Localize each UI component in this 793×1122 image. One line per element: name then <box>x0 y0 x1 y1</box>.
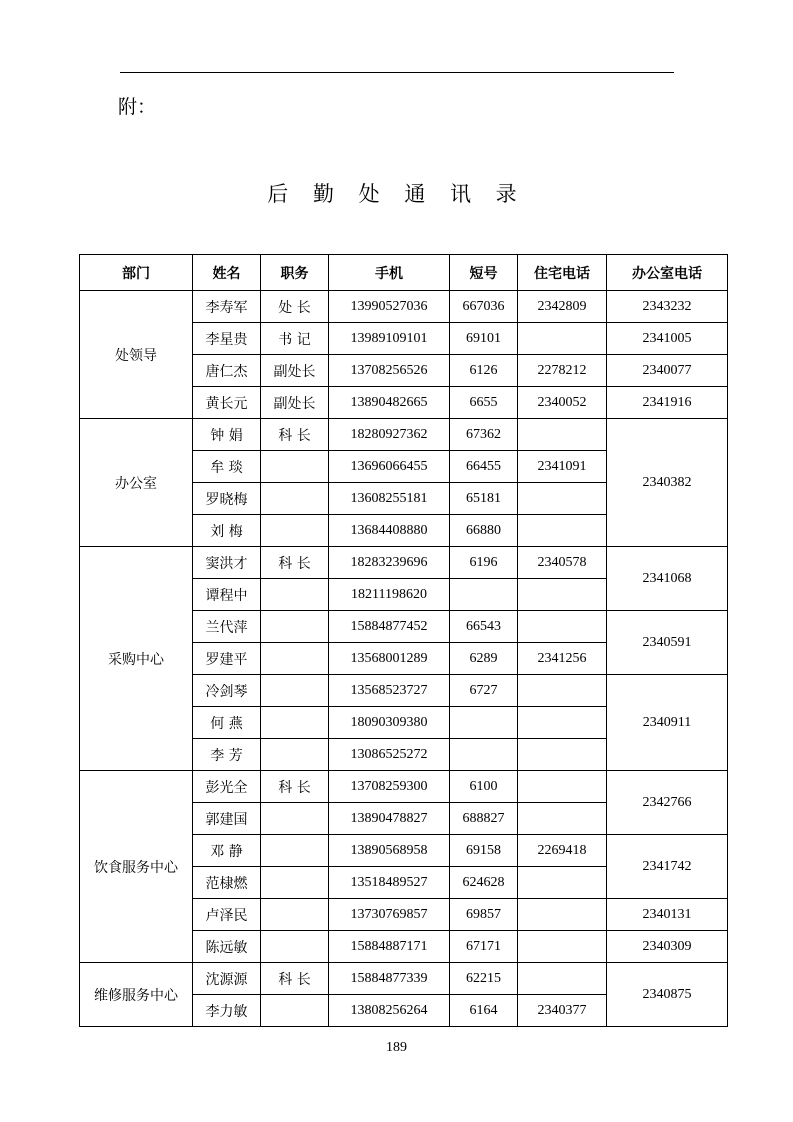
office-phone-cell: 2342766 <box>607 771 728 835</box>
mobile-cell: 18090309380 <box>329 707 450 739</box>
office-phone-cell: 2340382 <box>607 419 728 547</box>
name-cell: 黄长元 <box>193 387 261 419</box>
name-cell: 兰代萍 <box>193 611 261 643</box>
mobile-cell: 13890482665 <box>329 387 450 419</box>
name-cell: 冷剑琴 <box>193 675 261 707</box>
office-phone-cell: 2341742 <box>607 835 728 899</box>
home-phone-cell: 2340377 <box>518 995 607 1027</box>
col-header-home-phone: 住宅电话 <box>518 255 607 291</box>
title-cell: 处 长 <box>261 291 329 323</box>
short-cell <box>450 579 518 611</box>
office-phone-cell: 2341916 <box>607 387 728 419</box>
col-header-short: 短号 <box>450 255 518 291</box>
name-cell: 钟 娟 <box>193 419 261 451</box>
mobile-cell: 15884877339 <box>329 963 450 995</box>
home-phone-cell <box>518 579 607 611</box>
home-phone-cell <box>518 707 607 739</box>
name-cell: 刘 梅 <box>193 515 261 547</box>
home-phone-cell: 2340052 <box>518 387 607 419</box>
page-title: 后 勤 处 通 讯 录 <box>267 182 526 206</box>
short-cell: 6727 <box>450 675 518 707</box>
name-cell: 窦洪才 <box>193 547 261 579</box>
mobile-cell: 13608255181 <box>329 483 450 515</box>
title-cell: 科 长 <box>261 547 329 579</box>
title-cell <box>261 579 329 611</box>
name-cell: 罗晓梅 <box>193 483 261 515</box>
home-phone-cell: 2278212 <box>518 355 607 387</box>
title-cell: 书 记 <box>261 323 329 355</box>
name-cell: 何 燕 <box>193 707 261 739</box>
office-phone-cell: 2343232 <box>607 291 728 323</box>
mobile-cell: 18280927362 <box>329 419 450 451</box>
title-cell <box>261 995 329 1027</box>
col-header-dept: 部门 <box>80 255 193 291</box>
home-phone-cell: 2342809 <box>518 291 607 323</box>
short-cell: 688827 <box>450 803 518 835</box>
dept-cell: 办公室 <box>80 419 193 547</box>
title-cell <box>261 451 329 483</box>
mobile-cell: 15884877452 <box>329 611 450 643</box>
mobile-cell: 13730769857 <box>329 899 450 931</box>
short-cell <box>450 739 518 771</box>
title-cell <box>261 643 329 675</box>
mobile-cell: 13568001289 <box>329 643 450 675</box>
home-phone-cell <box>518 963 607 995</box>
mobile-cell: 13708256526 <box>329 355 450 387</box>
office-phone-cell: 2340911 <box>607 675 728 771</box>
office-phone-cell: 2340077 <box>607 355 728 387</box>
short-cell: 69101 <box>450 323 518 355</box>
name-cell: 卢泽民 <box>193 899 261 931</box>
short-cell: 6196 <box>450 547 518 579</box>
contact-directory-table <box>79 254 728 1027</box>
mobile-cell: 13568523727 <box>329 675 450 707</box>
mobile-cell: 13990527036 <box>329 291 450 323</box>
table-header-row <box>80 255 728 291</box>
page-number: 189 <box>386 1040 407 1055</box>
home-phone-cell <box>518 899 607 931</box>
title-cell <box>261 675 329 707</box>
mobile-cell: 18211198620 <box>329 579 450 611</box>
home-phone-cell: 2269418 <box>518 835 607 867</box>
home-phone-cell <box>518 323 607 355</box>
dept-cell: 维修服务中心 <box>80 963 193 1027</box>
mobile-cell: 13890568958 <box>329 835 450 867</box>
short-cell: 62215 <box>450 963 518 995</box>
mobile-cell: 15884887171 <box>329 931 450 963</box>
mobile-cell: 18283239696 <box>329 547 450 579</box>
short-cell: 67171 <box>450 931 518 963</box>
short-cell: 6655 <box>450 387 518 419</box>
short-cell: 6164 <box>450 995 518 1027</box>
title-cell <box>261 803 329 835</box>
home-phone-cell <box>518 483 607 515</box>
name-cell: 李寿军 <box>193 291 261 323</box>
mobile-cell: 13696066455 <box>329 451 450 483</box>
short-cell: 66880 <box>450 515 518 547</box>
home-phone-cell <box>518 931 607 963</box>
dept-cell: 饮食服务中心 <box>80 771 193 963</box>
name-cell: 郭建国 <box>193 803 261 835</box>
table-row <box>80 547 728 579</box>
office-phone-cell: 2341068 <box>607 547 728 611</box>
title-cell <box>261 867 329 899</box>
short-cell: 69158 <box>450 835 518 867</box>
name-cell: 李力敏 <box>193 995 261 1027</box>
name-cell: 彭光全 <box>193 771 261 803</box>
home-phone-cell <box>518 803 607 835</box>
name-cell: 谭程中 <box>193 579 261 611</box>
mobile-cell: 13708259300 <box>329 771 450 803</box>
table-row <box>80 963 728 995</box>
mobile-cell: 13518489527 <box>329 867 450 899</box>
title-cell: 科 长 <box>261 771 329 803</box>
col-header-office-phone: 办公室电话 <box>607 255 728 291</box>
office-phone-cell: 2340131 <box>607 899 728 931</box>
mobile-cell: 13808256264 <box>329 995 450 1027</box>
table-row <box>80 419 728 451</box>
short-cell <box>450 707 518 739</box>
office-phone-cell: 2341005 <box>607 323 728 355</box>
col-header-title: 职务 <box>261 255 329 291</box>
title-cell: 科 长 <box>261 963 329 995</box>
title-cell <box>261 515 329 547</box>
short-cell: 65181 <box>450 483 518 515</box>
header-rule <box>120 72 674 73</box>
name-cell: 陈远敏 <box>193 931 261 963</box>
name-cell: 李星贵 <box>193 323 261 355</box>
name-cell: 邓 静 <box>193 835 261 867</box>
short-cell: 6289 <box>450 643 518 675</box>
name-cell: 范棣燃 <box>193 867 261 899</box>
home-phone-cell <box>518 675 607 707</box>
short-cell: 667036 <box>450 291 518 323</box>
title-cell: 副处长 <box>261 387 329 419</box>
title-cell <box>261 707 329 739</box>
mobile-cell: 13684408880 <box>329 515 450 547</box>
office-phone-cell: 2340309 <box>607 931 728 963</box>
short-cell: 67362 <box>450 419 518 451</box>
short-cell: 624628 <box>450 867 518 899</box>
short-cell: 69857 <box>450 899 518 931</box>
title-cell <box>261 835 329 867</box>
home-phone-cell <box>518 611 607 643</box>
name-cell: 唐仁杰 <box>193 355 261 387</box>
title-cell: 科 长 <box>261 419 329 451</box>
table-row <box>80 291 728 323</box>
mobile-cell: 13890478827 <box>329 803 450 835</box>
home-phone-cell <box>518 771 607 803</box>
office-phone-cell: 2340875 <box>607 963 728 1027</box>
name-cell: 李 芳 <box>193 739 261 771</box>
home-phone-cell: 2340578 <box>518 547 607 579</box>
home-phone-cell: 2341091 <box>518 451 607 483</box>
title-cell <box>261 931 329 963</box>
home-phone-cell <box>518 867 607 899</box>
appendix-label: 附： <box>118 96 157 118</box>
name-cell: 牟 琰 <box>193 451 261 483</box>
name-cell: 沈源源 <box>193 963 261 995</box>
mobile-cell: 13989109101 <box>329 323 450 355</box>
table-row <box>80 771 728 803</box>
title-cell <box>261 899 329 931</box>
dept-cell: 处领导 <box>80 291 193 419</box>
col-header-mobile: 手机 <box>329 255 450 291</box>
name-cell: 罗建平 <box>193 643 261 675</box>
home-phone-cell <box>518 419 607 451</box>
short-cell: 66455 <box>450 451 518 483</box>
title-cell <box>261 483 329 515</box>
home-phone-cell <box>518 739 607 771</box>
title-cell <box>261 611 329 643</box>
short-cell: 66543 <box>450 611 518 643</box>
col-header-name: 姓名 <box>193 255 261 291</box>
title-cell <box>261 739 329 771</box>
home-phone-cell: 2341256 <box>518 643 607 675</box>
short-cell: 6100 <box>450 771 518 803</box>
title-cell: 副处长 <box>261 355 329 387</box>
home-phone-cell <box>518 515 607 547</box>
short-cell: 6126 <box>450 355 518 387</box>
office-phone-cell: 2340591 <box>607 611 728 675</box>
mobile-cell: 13086525272 <box>329 739 450 771</box>
dept-cell: 采购中心 <box>80 547 193 771</box>
